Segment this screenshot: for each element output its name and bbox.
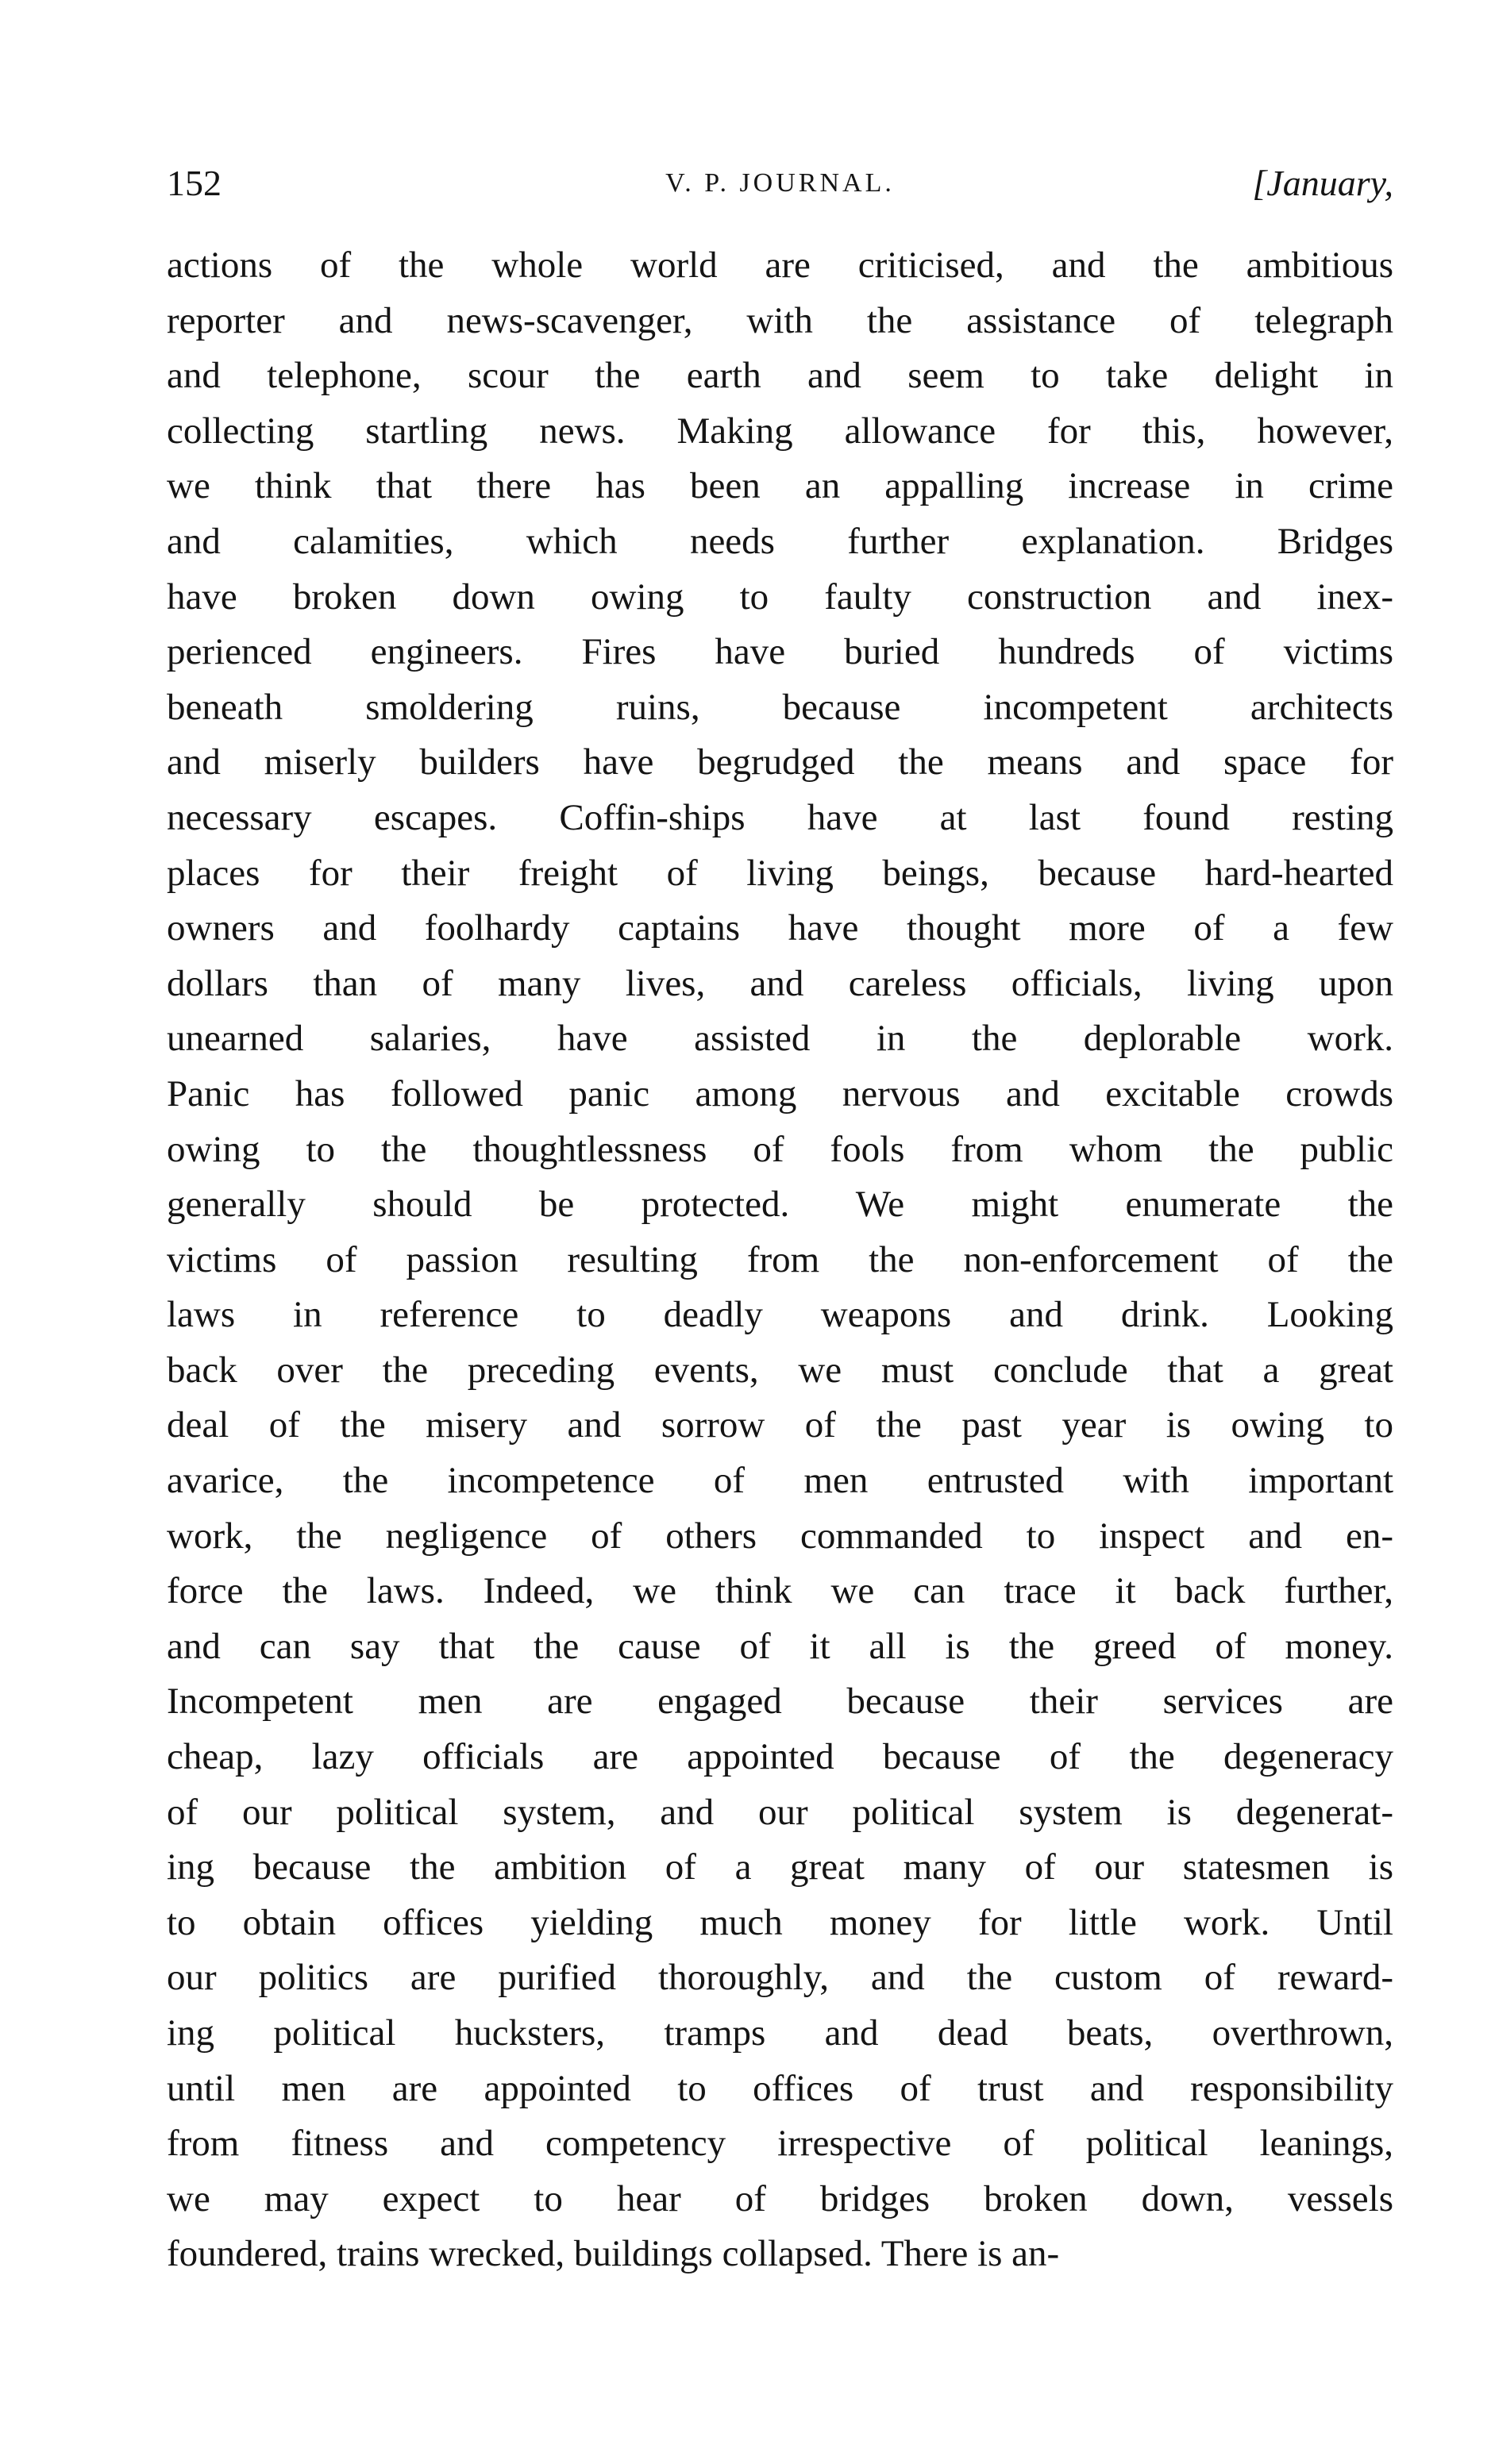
text-line: owing to the thoughtlessness of fools from whom the public — [167, 1128, 1393, 1170]
text-line: dollars than of many lives, and careless officials, living upon — [167, 962, 1393, 1004]
text-line: until men are appointed to offices of trust and responsibility — [167, 2067, 1393, 2109]
text-line: from fitness and competency irrespective of political leanings, — [167, 2123, 1393, 2165]
text-line: work, the negligence of others commanded to inspect and en- — [167, 1515, 1393, 1557]
text-line: of our political system, and our political system is degenerat- — [167, 1791, 1393, 1833]
text-line: Panic has followed panic among nervous and excitable crowds — [167, 1072, 1393, 1115]
text-line: unearned salaries, have assisted in the deplorable work. — [167, 1018, 1393, 1060]
text-line: collecting startling news. Making allowance for this, however, — [167, 410, 1393, 452]
text-line: beneath smoldering ruins, because incompetent architects — [167, 686, 1393, 728]
text-line: we think that there has been an appalling increase in crime — [167, 465, 1393, 507]
text-line: to obtain offices yielding much money for little work. Until — [167, 1901, 1393, 1943]
text-line: reporter and news-scavenger, with the assistance of telegraph — [167, 299, 1393, 341]
text-line: ing because the ambition of a great many of our statesmen is — [167, 1846, 1393, 1888]
text-line: back over the preceding events, we must conclude that a great — [167, 1349, 1393, 1391]
text-line: laws in reference to deadly weapons and drink. Looking — [167, 1294, 1393, 1336]
text-line: victims of passion resulting from the non-enforcement of the — [167, 1238, 1393, 1280]
text-line: cheap, lazy officials are appointed because of the degeneracy — [167, 1736, 1393, 1778]
text-line: ing political hucksters, tramps and dead beats, overthrown, — [167, 2012, 1393, 2054]
text-line: Incompetent men are engaged because their services are — [167, 1681, 1393, 1723]
text-line: we may expect to hear of bridges broken down, vessels — [167, 2177, 1393, 2220]
text-line: and can say that the cause of it all is the greed of money. — [167, 1625, 1393, 1667]
text-line: necessary escapes. Coffin-ships have at last found resting — [167, 796, 1393, 838]
text-line: and telephone, scour the earth and seem to take delight in — [167, 355, 1393, 397]
section-date: [January, — [1252, 163, 1393, 203]
text-line: our politics are purified thoroughly, and the custom of reward- — [167, 1957, 1393, 1999]
text-line: and calamities, which needs further explanation. Bridges — [167, 520, 1393, 562]
page-header — [167, 156, 1393, 211]
page-number: 152 — [167, 163, 222, 203]
text-line: avarice, the incompetence of men entrusted with important — [167, 1460, 1393, 1502]
text-line: perienced engineers. Fires have buried hundreds of victims — [167, 631, 1393, 673]
text-line: owners and foolhardy captains have thought more of a few — [167, 907, 1393, 949]
text-line: have broken down owing to faulty construction and inex- — [167, 576, 1393, 618]
text-line: generally should be protected. We might enumerate the — [167, 1184, 1393, 1226]
text-line: actions of the whole world are criticised, and the ambitious — [167, 244, 1393, 286]
text-line: places for their freight of living beings, because hard-hearted — [167, 852, 1393, 894]
text-line: foundered, trains wrecked, buildings collapsed. There is an- — [167, 2233, 1060, 2275]
text-line: and miserly builders have begrudged the means and space for — [167, 741, 1393, 783]
text-line: deal of the misery and sorrow of the past year is owing to — [167, 1404, 1393, 1446]
running-title: V. P. JOURNAL. — [665, 168, 895, 198]
text-line: force the laws. Indeed, we think we can trace it back further, — [167, 1570, 1393, 1612]
body-text — [167, 238, 1393, 2282]
